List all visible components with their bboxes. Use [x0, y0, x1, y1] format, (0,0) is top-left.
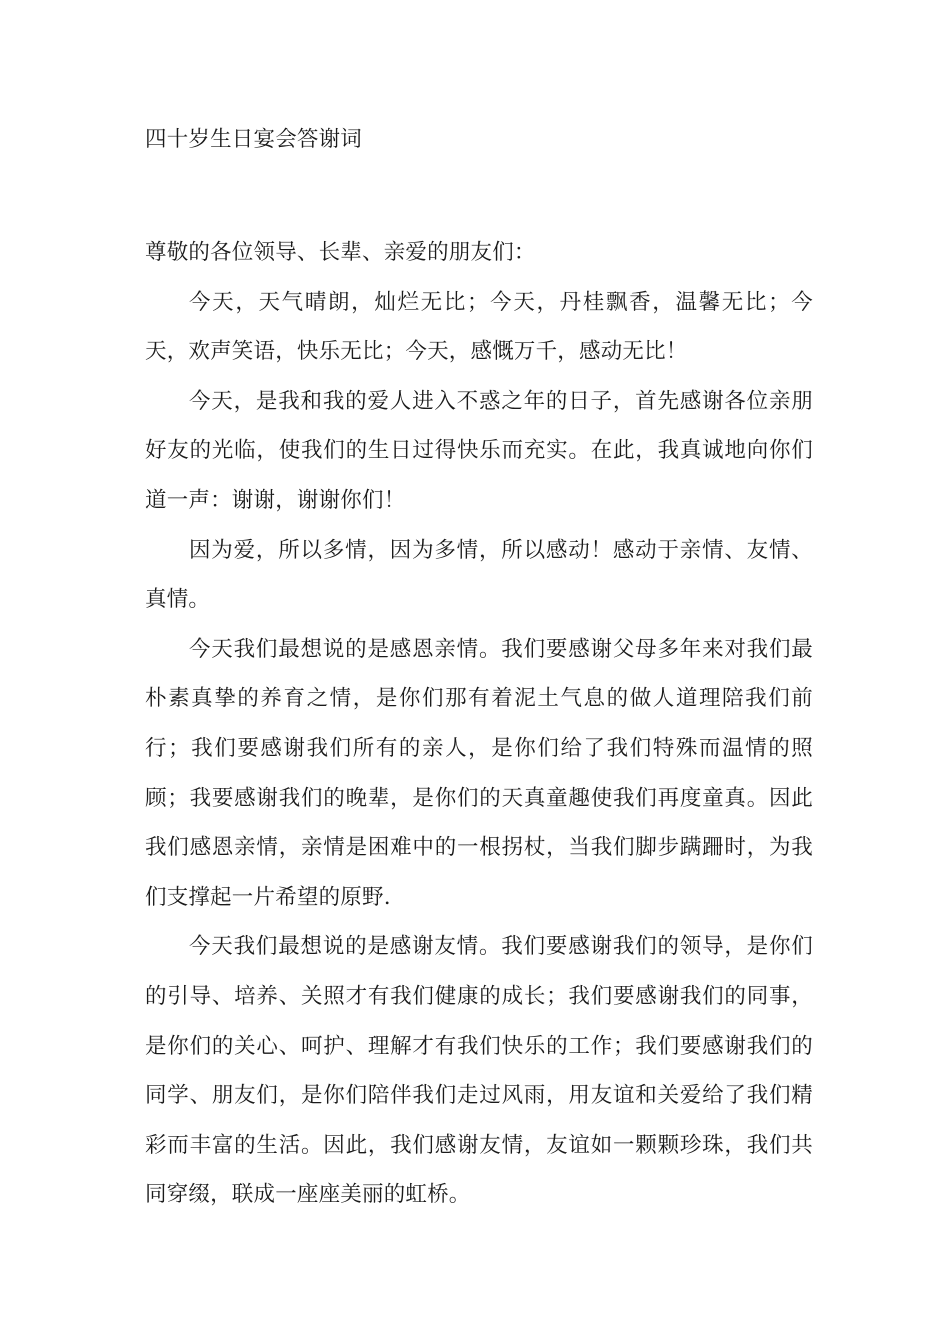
paragraph-3: 因为爱，所以多情，因为多情，所以感动！感动于亲情、友情、真情。 — [145, 537, 813, 613]
salutation: 尊敬的各位领导、长辈、亲爱的朋友们： — [145, 240, 536, 265]
paragraph-4: 今天我们最想说的是感恩亲情。我们要感谢父母多年来对我们最朴素真挚的养育之情，是你们那有着泥土气息的做人道理陪我们前行；我们要感谢我们所有的亲人，是你们给了我们特殊而温情的照顾；我要感谢我们的晚辈，是你们的天真童趣使我们再度童真。因此我们感恩亲情，亲情是困难中的一根拐杖，当我们脚步蹒跚时，为我们支撑起一片希望的原野. — [145, 636, 813, 910]
paragraph-1: 今天，天气晴朗，灿烂无比；今天，丹桂飘香，温馨无比；今天，欢声笑语，快乐无比；今天，感慨万千，感动无比！ — [145, 289, 813, 365]
paragraph-2: 今天，是我和我的爱人进入不惑之年的日子，首先感谢各位亲朋好友的光临，使我们的生日过得快乐而充实。在此，我真诚地向你们道一声：谢谢，谢谢你们！ — [145, 388, 813, 513]
document-body — [145, 118, 813, 1220]
paragraph-5: 今天我们最想说的是感谢友情。我们要感谢我们的领导，是你们的引导、培养、关照才有我们健康的成长；我们要感谢我们的同事，是你们的关心、呵护、理解才有我们快乐的工作；我们要感谢我们的同学、朋友们，是你们陪伴我们走过风雨，用友谊和关爱给了我们精彩而丰富的生活。因此，我们感谢友情，友谊如一颗颗珍珠，我们共同穿缀，联成一座座美丽的虹桥。 — [145, 934, 813, 1208]
document-title: 四十岁生日宴会答谢词 — [145, 127, 363, 152]
